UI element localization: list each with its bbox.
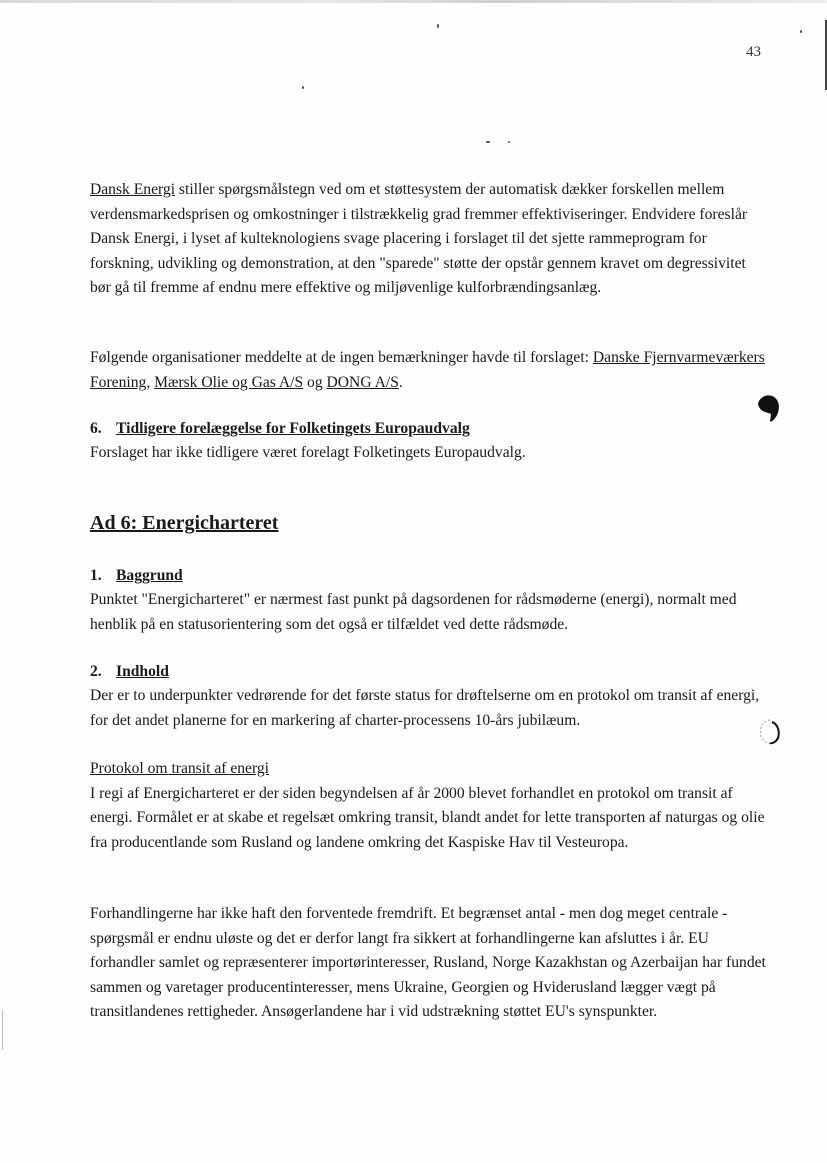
scan-speck — [302, 86, 304, 89]
paragraph-text: Punktet "Energicharteret" er nærmest fast punkt på dagsordenen for rådsmøderne (energi), normalt med henblik på en statusorientering som det også er tilfældet ved dette rådsmøde. — [90, 591, 737, 633]
section-number: 1. — [90, 567, 102, 584]
punch-hole-mark — [756, 716, 784, 746]
scan-speck — [437, 24, 439, 28]
paragraph-negotiations — [90, 902, 770, 1025]
org-dansk-energi: Dansk Energi — [90, 181, 176, 198]
separator: , — [146, 373, 155, 391]
section-6-text — [90, 441, 770, 466]
paragraph-dansk-energi — [90, 178, 770, 301]
scan-left-mark — [2, 1010, 3, 1050]
section-1-text — [90, 588, 770, 637]
org-dong: DONG A/S — [326, 373, 399, 391]
paragraph-text: stiller spørgsmålstegn ved om et støttesystem der automatisk dækker forskellen mellem verdensmarkedsprisen og omkostninger i tilstrækkelig grad fremmer effektiviseringer. Endvidere foreslår Dansk Energi, i lyset af kulteknologiens svage placering i forslaget til det sjette rammeprogram for forskning, udvikling og demonstration, at den "sparede" støtte der opstår gennem kravet om degressivitet bør gå til fremme af endnu mere effektive og miljøvenlige kulforbrændingsanlæg. — [90, 181, 748, 296]
paragraph-text: Forhandlingerne har ikke haft den forventede fremdrift. Et begrænset antal - men dog meget centrale - spørgsmål er endnu uløste og det er derfor langt fra sikkert at forhandlingerne kan afsluttes i år. EU forhandler samlet og repræsenterer importørinteresser, Rusland, Norge Kazakhstan og Azerbaijan har fundet sammen og varetager producentinteresser, mens Ukraine, Georgien og Hviderusland lægger vægt på transitlandenes rettigheder. Ansøgerlandene har i vid udstrækning støttet EU's synspunkter. — [90, 905, 766, 1020]
scan-speck — [508, 141, 510, 143]
section-1-heading — [90, 567, 183, 585]
separator: . — [398, 373, 403, 391]
scan-speck — [800, 30, 802, 33]
section-2-text — [90, 684, 770, 733]
scan-speck — [486, 141, 490, 143]
section-6-heading — [90, 420, 470, 438]
separator: og — [303, 373, 327, 391]
section-title: Tidligere forelæggelse for Folketingets Europaudvalg — [116, 420, 470, 437]
section-number: 2. — [90, 663, 102, 680]
paragraph-text: Forslaget har ikke tidligere været forelagt Folketingets Europaudvalg. — [90, 444, 526, 461]
section-number: 6. — [90, 420, 102, 437]
scan-top-edge — [0, 0, 827, 3]
paragraph-text: Følgende organisationer meddelte at de ingen bemærkninger havde til forslaget: — [90, 349, 593, 366]
main-heading: Ad 6: Energicharteret — [90, 512, 279, 534]
org-maersk: Mærsk Olie og Gas A/S — [154, 373, 304, 391]
paragraph-organisations — [90, 346, 770, 395]
subsection-title: Protokol om transit af energi — [90, 760, 270, 777]
punch-hole-mark — [754, 392, 782, 424]
paragraph-text: Der er to underpunkter vedrørende for det første status for drøftelserne om en protokol om transit af energi, for det andet planerne for en markering af charter-processens 10-års jubilæum. — [90, 687, 760, 729]
section-title: Baggrund — [116, 567, 183, 584]
org-danske-fjernvarme: Danske Fjernvarmeværkers Forening — [90, 349, 765, 391]
subsection-transit — [90, 757, 770, 855]
section-2-heading — [90, 663, 169, 681]
section-title: Indhold — [116, 663, 169, 680]
page-number: 43 — [746, 44, 761, 60]
paragraph-text: I regi af Energicharteret er der siden begyndelsen af år 2000 blevet forhandlet en protokol om transit af energi. Formålet er at skabe et regelsæt omkring transit, blandt andet for lette transporten af naturgas og olie fra producentlande som Rusland og landene omkring det Kaspiske Hav til Vesteuropa. — [90, 784, 765, 851]
